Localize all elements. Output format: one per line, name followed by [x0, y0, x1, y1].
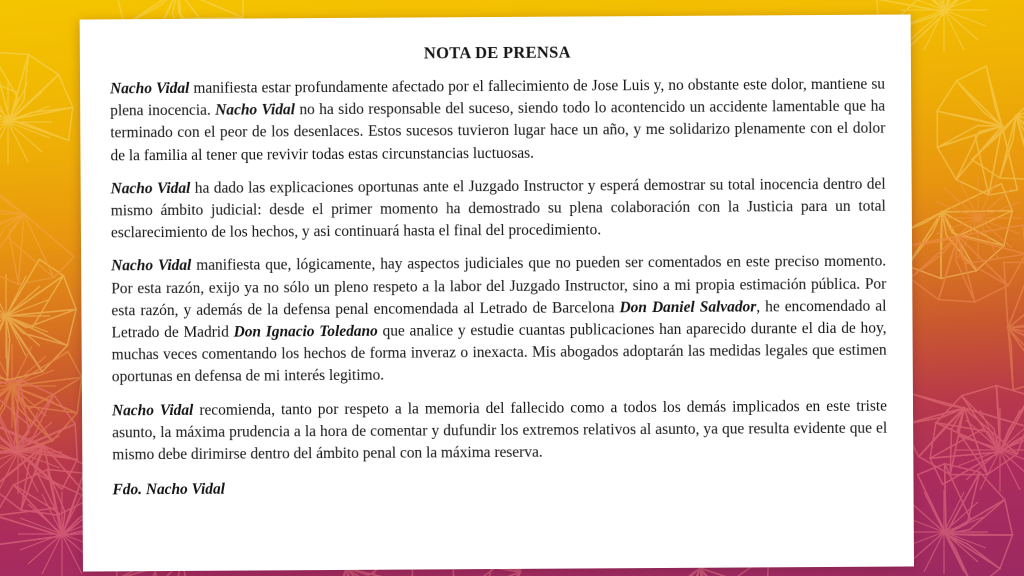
emphasized-name: Nacho Vidal — [110, 79, 190, 98]
paragraph-1: Nacho Vidal manifiesta estar profundamente afectado por el fallecimiento de Jose Luis y, no obstante este dolor, mantiene su plena inocencia. Nacho Vidal no ha sido responsable del suceso, siendo todo lo acontencido un accidente lamentable que ha terminado con el peor de los desenlaces. Estos sucesos tuvieron lugar hace un año, y me solidarizo plenamente con el dolor de la familia al tener que revivir todas estas circunstancias luctuosas. — [110, 75, 886, 164]
press-release-document — [80, 14, 914, 571]
paragraph-4: Nacho Vidal recomienda, tanto por respeto a la memoria del fallecido como a todos los demás implicados en este triste asunto, la máxima prudencia a la hora de comentar y dufundir los extremos relativos al asunto, ya que resulta evidente que el mismo debe dirimirse dentro del ámbito penal con la máxima reserva. — [111, 397, 888, 464]
emphasized-name: Nacho Vidal — [215, 101, 295, 119]
paragraph-3: Nacho Vidal manifiesta que, lógicamente, hay aspectos judiciales que no pueden ser comentados en este preciso momento. Por esta razón, exijo ya no sólo un pleno respeto a la labor del Juzgado Instructor, sino a mi propia estimación pública. Por esta razón, y además de la defensa penal encomendada al Letrado de Barcelona Don Daniel Salvador, he encomendado al Letrado de Madrid Don Ignacio Toledano que analice y estudie cuantas publicaciones han aparecido durante el dia de hoy, muchas veces comentando los hechos de forma inveraz o inexacta. Mis abogados adoptarán las medidas legales que estimen oportunas en defensa de mi interés legitimo. — [111, 253, 887, 386]
emphasized-name: Don Ignacio Toledano — [233, 322, 378, 341]
document-body — [110, 33, 888, 572]
signature-line: Fdo. Nacho Vidal — [112, 480, 226, 499]
emphasized-name: Nacho Vidal — [110, 179, 191, 198]
emphasized-name: Don Daniel Salvador — [619, 298, 757, 317]
document-title: NOTA DE PRENSA — [423, 42, 571, 63]
emphasized-name: Nacho Vidal — [111, 257, 192, 275]
paragraph-2: Nacho Vidal ha dado las explicaciones oportunas ante el Juzgado Instructor y esperá demostrar su total inocencia dentro del mismo ámbito judicial: desde el primer momento ha demostrado su plena colaboración con la Justicia para un total esclarecimiento de los hechos, y asi continuará hasta el final del procedimiento. — [110, 175, 886, 242]
emphasized-name: Nacho Vidal — [111, 401, 194, 419]
